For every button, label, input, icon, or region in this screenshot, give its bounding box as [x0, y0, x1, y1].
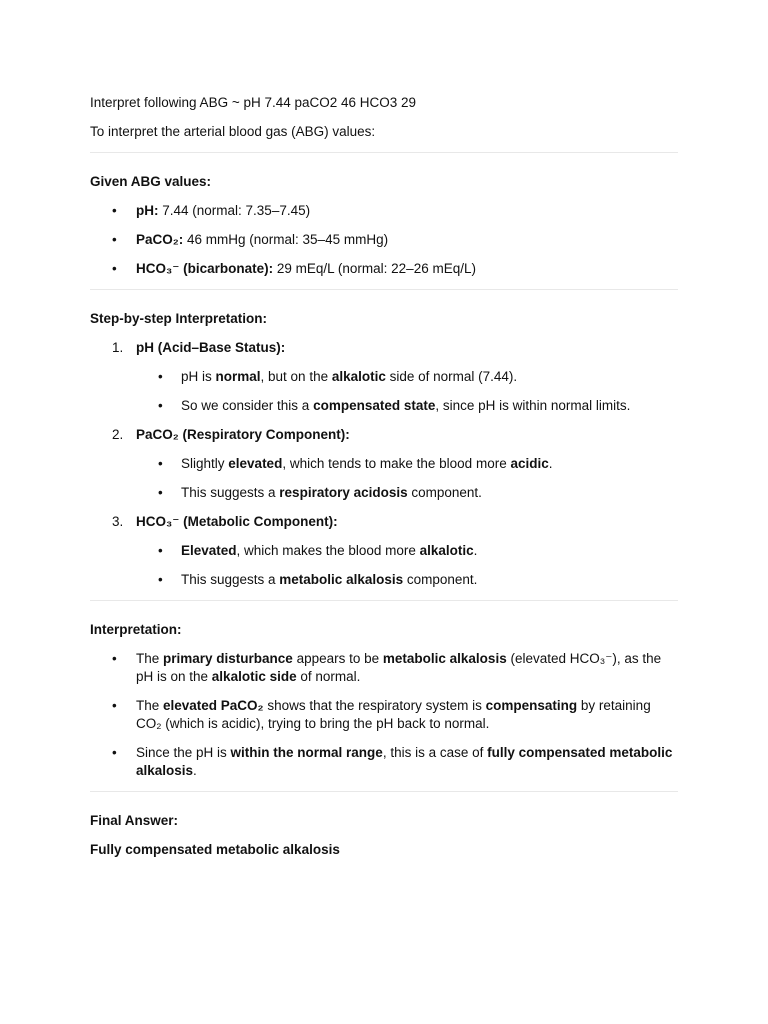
- step-bullet: [136, 542, 678, 560]
- bold-text: within the normal range: [230, 745, 383, 760]
- text-run: The: [136, 698, 164, 713]
- interpretation-item: [90, 650, 678, 686]
- interpretation-heading: Interpretation:: [90, 622, 182, 637]
- bold-text: alkalotic: [331, 369, 386, 384]
- bold-text: normal: [215, 369, 261, 384]
- text-run: , this is a case of: [382, 745, 488, 760]
- final-answer-text: Fully compensated metabolic alkalosis: [90, 842, 340, 857]
- bold-text: primary disturbance: [163, 651, 293, 666]
- bold-text: alkalotic side: [211, 669, 297, 684]
- bold-text: acidic: [510, 456, 549, 471]
- text-run: shows that the respiratory system is: [263, 698, 486, 713]
- text-run: (elevated HCO₃⁻), as the pH is on the: [136, 651, 662, 684]
- text-run: .: [473, 543, 478, 558]
- text-run: of normal.: [296, 669, 361, 684]
- given-value: 7.44 (normal: 7.35–7.45): [158, 203, 311, 218]
- text-run: side of normal (7.44).: [385, 369, 518, 384]
- given-list: [90, 202, 678, 278]
- given-label: pH:: [136, 203, 159, 218]
- given-item-hco3: [90, 260, 678, 278]
- text-run: Since the pH is: [136, 745, 231, 760]
- step-item: [90, 339, 678, 415]
- bold-text: respiratory acidosis: [279, 485, 408, 500]
- interpretation-item: [90, 697, 678, 733]
- given-item-ph: [90, 202, 678, 220]
- step-title: HCO₃⁻ (Metabolic Component):: [136, 514, 338, 529]
- given-heading: Given ABG values:: [90, 174, 212, 189]
- interpretation-section: [90, 601, 678, 780]
- interpretation-list: [90, 650, 678, 780]
- text-run: , since pH is within normal limits.: [435, 398, 631, 413]
- text-run: So we consider this a: [181, 398, 314, 413]
- text-run: , which tends to make the blood more: [282, 456, 511, 471]
- step-item: [90, 513, 678, 589]
- text-run: .: [548, 456, 553, 471]
- bold-text: compensated state: [313, 398, 436, 413]
- given-label: PaCO₂:: [136, 232, 184, 247]
- text-run: component.: [407, 485, 482, 500]
- given-section: [90, 153, 678, 278]
- step-number: 3.: [112, 514, 124, 529]
- bold-text: Elevated: [181, 543, 237, 558]
- step-bullets: [136, 542, 678, 589]
- text-run: Slightly: [181, 456, 229, 471]
- given-value: 29 mEq/L (normal: 22–26 mEq/L): [273, 261, 476, 276]
- step-bullet: [136, 397, 678, 415]
- step-number: 2.: [112, 427, 124, 442]
- steps-list: [90, 339, 678, 589]
- text-run: by retaining CO₂ (which is acidic), trying to bring the pH back to normal.: [136, 698, 651, 731]
- text-run: appears to be: [292, 651, 383, 666]
- text-run: The: [136, 651, 164, 666]
- step-bullet: [136, 455, 678, 473]
- final-section: [90, 792, 678, 859]
- bold-text: elevated PaCO₂: [163, 698, 264, 713]
- given-label: HCO₃⁻ (bicarbonate):: [136, 261, 274, 276]
- step-title: PaCO₂ (Respiratory Component):: [136, 427, 350, 442]
- text-run: pH is: [181, 369, 216, 384]
- step-bullet: [136, 571, 678, 589]
- intro-text: To interpret the arterial blood gas (ABG) values:: [90, 124, 376, 139]
- step-bullet: [136, 368, 678, 386]
- bold-text: metabolic alkalosis: [382, 651, 507, 666]
- given-item-paco2: [90, 231, 678, 249]
- bold-text: alkalotic: [419, 543, 474, 558]
- final-answer: [90, 841, 678, 859]
- steps-heading: Step-by-step Interpretation:: [90, 311, 268, 326]
- step-title: pH (Acid–Base Status):: [136, 340, 286, 355]
- step-bullets: [136, 368, 678, 415]
- interpretation-item: [90, 744, 678, 780]
- bold-text: compensating: [485, 698, 578, 713]
- step-bullet: [136, 484, 678, 502]
- steps-section: [90, 290, 678, 589]
- bold-text: metabolic alkalosis: [279, 572, 404, 587]
- step-number: 1.: [112, 340, 124, 355]
- bold-text: fully compensated metabolic alkalosis: [136, 745, 673, 778]
- text-run: , but on the: [260, 369, 332, 384]
- text-run: component.: [403, 572, 478, 587]
- user-question: Interpret following ABG ~ pH 7.44 paCO2 46 HCO3 29: [90, 95, 417, 110]
- final-heading: Final Answer:: [90, 813, 179, 828]
- text-run: .: [193, 763, 197, 778]
- text-run: This suggests a: [181, 572, 280, 587]
- text-run: , which makes the blood more: [236, 543, 420, 558]
- step-bullets: [136, 455, 678, 502]
- bold-text: elevated: [228, 456, 283, 471]
- text-run: This suggests a: [181, 485, 280, 500]
- step-item: [90, 426, 678, 502]
- given-value: 46 mmHg (normal: 35–45 mmHg): [183, 232, 389, 247]
